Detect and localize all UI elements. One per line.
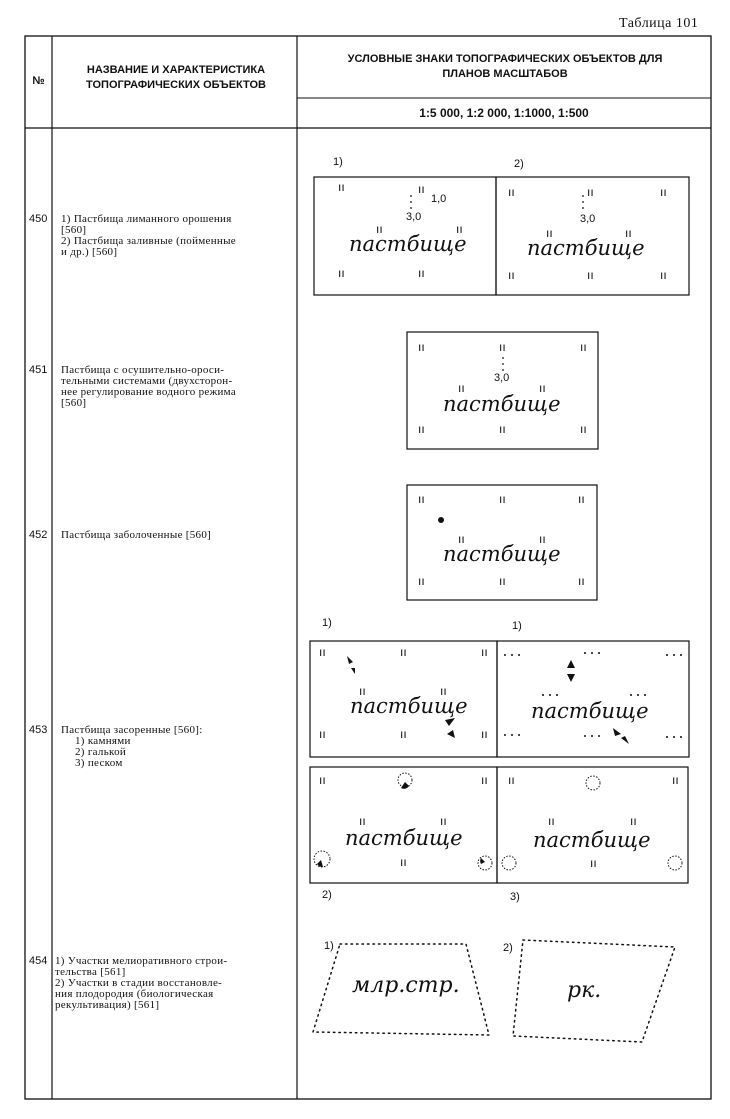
- dim-label: 3,0: [494, 372, 510, 384]
- row-num-450: 450: [29, 213, 48, 225]
- grass-icon: ıı: [376, 222, 383, 236]
- sub-label-454-2: 2): [503, 942, 513, 954]
- sub-label-453-1: 1): [322, 617, 332, 629]
- grass-icon: ıı: [319, 773, 326, 787]
- table-label: Таблица 101: [619, 16, 699, 31]
- symbol-word: пастбище: [349, 232, 467, 256]
- grass-icon: ıı: [338, 180, 345, 194]
- grass-icon: ıı: [440, 814, 447, 828]
- grass-icon: ıı: [338, 266, 345, 280]
- header-name: НАЗВАНИЕ И ХАРАКТЕРИСТИКА ТОПОГРАФИЧЕСКИХ ОБЪЕКТОВ: [86, 64, 266, 91]
- grass-icon: ıı: [590, 856, 597, 870]
- row-num-453: 453: [29, 724, 48, 736]
- dim-label: 1,0: [431, 193, 447, 205]
- dim-label: 3,0: [406, 211, 422, 223]
- grass-icon: ıı: [508, 773, 515, 787]
- sub-label-454-1: 1): [324, 940, 334, 952]
- grass-icon: ıı: [418, 492, 425, 506]
- grass-icon: ıı: [660, 185, 667, 199]
- grass-icon: ıı: [578, 574, 585, 588]
- symbol-word: пастбище: [531, 699, 649, 723]
- symbol-rk: рк.: [567, 978, 602, 1003]
- row-desc-451: Пастбища с осушительно-ороси- тельными системами (двухсторон- нее регулирование водного режима [560]: [61, 364, 237, 409]
- grass-icon: ıı: [319, 727, 326, 741]
- grass-icon: ıı: [481, 727, 488, 741]
- grass-icon: ıı: [440, 684, 447, 698]
- sub-label-450-1: 1): [333, 156, 343, 168]
- grass-icon: ıı: [319, 645, 326, 659]
- grass-icon: ıı: [580, 340, 587, 354]
- sub-label-453-1b: 1): [512, 620, 522, 632]
- grass-icon: ıı: [499, 574, 506, 588]
- grass-icon: ıı: [587, 185, 594, 199]
- symbol-word: пастбище: [443, 392, 561, 416]
- symbol-word: пастбище: [345, 826, 463, 850]
- grass-icon: ıı: [418, 340, 425, 354]
- grass-icon: ıı: [458, 532, 465, 546]
- grass-icon: ıı: [499, 492, 506, 506]
- grass-icon: ıı: [499, 422, 506, 436]
- grass-icon: ıı: [508, 268, 515, 282]
- grass-icon: ıı: [539, 532, 546, 546]
- grass-icon: ıı: [672, 773, 679, 787]
- grass-icon: ıı: [418, 182, 425, 196]
- row-num-454: 454: [29, 955, 48, 967]
- dim-label: 3,0: [580, 213, 596, 225]
- sub-label-453-3: 3): [510, 891, 520, 903]
- grass-icon: ıı: [400, 645, 407, 659]
- grass-icon: ıı: [481, 773, 488, 787]
- grass-icon: ıı: [359, 814, 366, 828]
- grass-icon: ıı: [400, 855, 407, 869]
- sub-label-450-2: 2): [514, 158, 524, 170]
- header-signs: УСЛОВНЫЕ ЗНАКИ ТОПОГРАФИЧЕСКИХ ОБЪЕКТОВ ДЛЯ ПЛАНОВ МАСШТАБОВ: [347, 53, 663, 80]
- grass-icon: ıı: [587, 268, 594, 282]
- sub-label-453-2: 2): [322, 889, 332, 901]
- row-desc-450: 1) Пастбища лиманного орошения [560] 2) Пастбища заливные (пойменные и др.) [560]: [61, 213, 236, 258]
- symbol-mlr: млр.стр.: [352, 973, 460, 998]
- header-num: №: [32, 75, 45, 87]
- grass-icon: ıı: [400, 727, 407, 741]
- grass-icon: ıı: [418, 266, 425, 280]
- grass-icon: ıı: [456, 222, 463, 236]
- row-desc-452: Пастбища заболоченные [560]: [61, 529, 212, 541]
- grass-icon: ıı: [548, 814, 555, 828]
- grass-icon: ıı: [625, 226, 632, 240]
- grass-icon: ıı: [499, 340, 506, 354]
- grass-icon: ıı: [580, 422, 587, 436]
- grass-icon: ıı: [481, 645, 488, 659]
- grass-icon: ıı: [539, 381, 546, 395]
- grass-icon: ıı: [418, 574, 425, 588]
- grass-icon: ıı: [660, 268, 667, 282]
- symbol-word: пастбище: [533, 828, 651, 852]
- grass-icon: ıı: [630, 814, 637, 828]
- row-num-451: 451: [29, 364, 48, 376]
- grass-icon: ıı: [458, 381, 465, 395]
- header-scales: 1:5 000, 1:2 000, 1:1000, 1:500: [419, 106, 589, 120]
- grass-icon: ıı: [578, 492, 585, 506]
- grass-icon: ıı: [418, 422, 425, 436]
- grass-icon: ıı: [359, 684, 366, 698]
- symbol-word: пастбище: [350, 694, 468, 718]
- grass-icon: ıı: [508, 185, 515, 199]
- row-desc-453: Пастбища засоренные [560]: 1) камнями 2) галькой 3) песком: [61, 724, 203, 769]
- symbol-word: пастбище: [443, 542, 561, 566]
- row-num-452: 452: [29, 529, 48, 541]
- row-desc-454: 1) Участки мелиоративного строи- тельства [561] 2) Участки в стадии восстановле- ния плодородия (биологическая рекультивация) [561]: [55, 955, 228, 1011]
- grass-icon: ıı: [546, 226, 553, 240]
- symbol-word: пастбище: [527, 236, 645, 260]
